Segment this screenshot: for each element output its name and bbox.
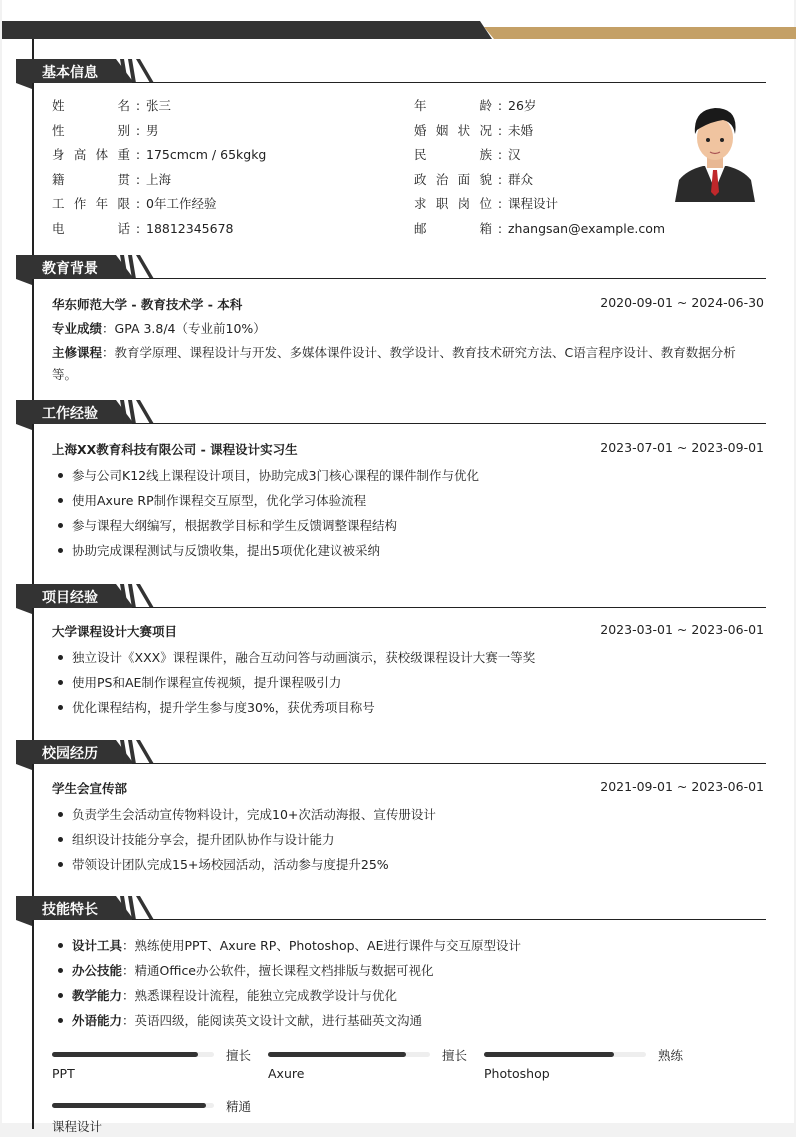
proj-date: 2023-03-01 ~ 2023-06-01 <box>600 622 764 637</box>
info-row: 婚姻状况 : 未婚 <box>414 123 534 138</box>
info-row: 求职岗位 : 课程设计 <box>414 196 559 211</box>
header-bar-dark <box>2 21 492 39</box>
bullet-item: 协助完成课程测试与反馈收集，提出5项优化建议被采纳 <box>54 541 380 559</box>
skill-bar: 精通 课程设计 <box>52 1099 252 1134</box>
skill-bar-fill <box>484 1052 614 1057</box>
skill-item: 外语能力：英语四级，能阅读英文设计文献，进行基础英文沟通 <box>54 1011 422 1029</box>
skill-item: 办公技能：精通Office办公软件，擅长课程文档排版与数据可视化 <box>54 961 434 979</box>
edu-courses: 主修课程：教育学原理、课程设计与开发、多媒体课件设计、教学设计、教育技术研究方法、C语言程序设计、教育数据分析 <box>52 345 736 360</box>
section-title: 教育背景 <box>42 261 98 277</box>
bullet-item: 带领设计团队完成15+场校园活动，活动参与度提升25% <box>54 855 389 873</box>
section-header-work <box>16 400 766 430</box>
bullet-item: 独立设计《XXX》课程课件，融合互动问答与动画演示，获校级课程设计大赛一等奖 <box>54 648 535 666</box>
info-row: 性别 : 男 <box>52 123 159 138</box>
skill-item: 教学能力：熟悉课程设计流程，能独立完成教学设计与优化 <box>54 986 397 1004</box>
edu-title: 华东师范大学 - 教育技术学 - 本科 <box>52 297 243 312</box>
edu-date: 2020-09-01 ~ 2024-06-30 <box>600 295 764 310</box>
skill-bar-fill <box>268 1052 406 1057</box>
work-date: 2023-07-01 ~ 2023-09-01 <box>600 440 764 455</box>
proj-title: 大学课程设计大赛项目 <box>52 624 178 639</box>
info-row: 籍贯 : 上海 <box>52 172 172 187</box>
resume-page <box>2 0 794 1134</box>
skill-bar-fill <box>52 1052 198 1057</box>
edu-courses-cont: 等。 <box>52 367 78 382</box>
section-header-skills <box>16 896 766 926</box>
skill-bar: 擅长 Axure <box>268 1048 468 1081</box>
bullet-item: 使用PS和AE制作课程宣传视频，提升课程吸引力 <box>54 673 341 691</box>
header-bar-gold <box>484 27 796 39</box>
bullet-item: 优化课程结构，提升学生参与度30%，获优秀项目称号 <box>54 698 375 716</box>
edu-score: 专业成绩：GPA 3.8/4（专业前10%） <box>52 321 266 336</box>
section-header-edu <box>16 255 766 285</box>
info-row: 年龄 : 26岁 <box>414 98 537 113</box>
section-header-campus <box>16 740 766 770</box>
skill-bar: 熟练 Photoshop <box>484 1048 684 1081</box>
section-title: 校园经历 <box>42 746 98 762</box>
section-title: 技能特长 <box>42 902 98 918</box>
info-row: 身高体重 : 175cmcm / 65kgkg <box>52 147 267 162</box>
skill-bar-fill <box>52 1103 206 1108</box>
bullet-item: 负责学生会活动宣传物料设计，完成10+次活动海报、宣传册设计 <box>54 805 436 823</box>
section-title: 工作经验 <box>42 406 98 422</box>
skill-bar: 擅长 PPT <box>52 1048 252 1081</box>
campus-date: 2021-09-01 ~ 2023-06-01 <box>600 779 764 794</box>
bullet-item: 参与公司K12线上课程设计项目，协助完成3门核心课程的课件制作与优化 <box>54 466 479 484</box>
info-row: 工作年限 : 0年工作经验 <box>52 196 217 211</box>
skill-item: 设计工具：熟练使用PPT、Axure RP、Photoshop、AE进行课件与交互原型设计 <box>54 936 521 954</box>
section-header-proj <box>16 584 766 614</box>
section-header-basic <box>16 59 766 89</box>
info-row: 政治面貌 : 群众 <box>414 172 534 187</box>
campus-title: 学生会宣传部 <box>52 781 128 796</box>
work-title: 上海XX教育科技有限公司 - 课程设计实习生 <box>52 442 298 457</box>
info-row: 电话 : 18812345678 <box>52 221 234 236</box>
info-row: 民族 : 汉 <box>414 147 521 162</box>
info-row: 姓名 : 张三 <box>52 98 172 113</box>
bullet-item: 参与课程大纲编写，根据教学目标和学生反馈调整课程结构 <box>54 516 397 534</box>
bullet-item: 组织设计技能分享会，提升团队协作与设计能力 <box>54 830 335 848</box>
info-row: 邮箱 : zhangsan@example.com <box>414 221 666 236</box>
section-title: 基本信息 <box>42 65 98 81</box>
bullet-item: 使用Axure RP制作课程交互原型，优化学习体验流程 <box>54 491 366 509</box>
avatar-photo <box>667 100 763 202</box>
section-title: 项目经验 <box>42 590 98 606</box>
